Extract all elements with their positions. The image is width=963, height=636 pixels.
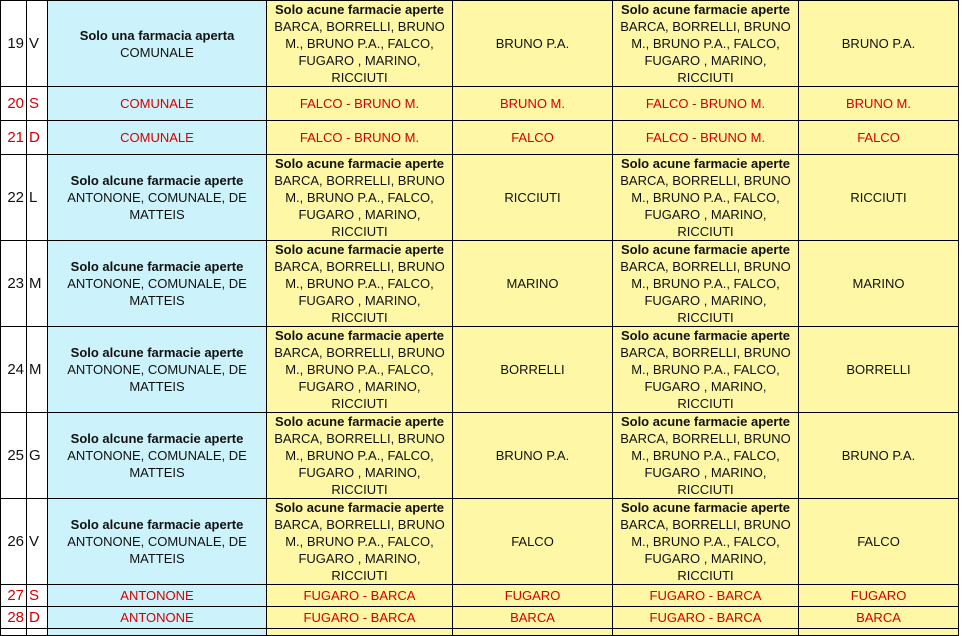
weekday-letter: G (27, 413, 48, 499)
weekday-letter: M (27, 327, 48, 413)
empty-cell (267, 629, 453, 636)
table-row (1, 241, 959, 327)
day-number: 21 (1, 121, 27, 155)
cell-col4: Solo acune farmacie aperte BARCA, BORRELLI, BRUNO M., BRUNO P.A., FALCO, FUGARO , MARINO, RICCIUTI (613, 327, 799, 413)
table-row-partial (1, 629, 959, 636)
cell-col5: FALCO (799, 121, 959, 155)
cell-col5: BRUNO P.A. (799, 1, 959, 87)
weekday-letter: M (27, 241, 48, 327)
weekday-letter: L (27, 155, 48, 241)
cell-col3: FUGARO (453, 585, 613, 607)
cell-col5: FALCO (799, 499, 959, 585)
empty-cell (799, 629, 959, 636)
cell-col1: Solo una farmacia aperta COMUNALE (48, 1, 267, 87)
cell-col5: FUGARO (799, 585, 959, 607)
cell-col3: FALCO (453, 499, 613, 585)
cell-col4: Solo acune farmacie aperte BARCA, BORRELLI, BRUNO M., BRUNO P.A., FALCO, FUGARO , MARINO, RICCIUTI (613, 499, 799, 585)
cell-col2: FALCO - BRUNO M. (267, 87, 453, 121)
weekday-letter: S (27, 585, 48, 607)
empty-cell (1, 629, 27, 636)
cell-col5: BORRELLI (799, 327, 959, 413)
cell-col4: Solo acune farmacie aperte BARCA, BORRELLI, BRUNO M., BRUNO P.A., FALCO, FUGARO , MARINO, RICCIUTI (613, 241, 799, 327)
cell-col3: BARCA (453, 607, 613, 629)
cell-col4: FALCO - BRUNO M. (613, 87, 799, 121)
cell-col4: FUGARO - BARCA (613, 607, 799, 629)
cell-col2: Solo acune farmacie aperte BARCA, BORRELLI, BRUNO M., BRUNO P.A., FALCO, FUGARO , MARINO, RICCIUTI (267, 327, 453, 413)
weekday-letter: D (27, 121, 48, 155)
cell-col2: Solo acune farmacie aperte BARCA, BORRELLI, BRUNO M., BRUNO P.A., FALCO, FUGARO , MARINO, RICCIUTI (267, 1, 453, 87)
table-row (1, 121, 959, 155)
cell-col2: Solo acune farmacie aperte BARCA, BORRELLI, BRUNO M., BRUNO P.A., FALCO, FUGARO , MARINO, RICCIUTI (267, 499, 453, 585)
cell-col1: Solo alcune farmacie aperte ANTONONE, COMUNALE, DE MATTEIS (48, 241, 267, 327)
cell-col1: Solo alcune farmacie aperte ANTONONE, COMUNALE, DE MATTEIS (48, 499, 267, 585)
cell-col1: COMUNALE (48, 121, 267, 155)
cell-col1: ANTONONE (48, 607, 267, 629)
day-number: 25 (1, 413, 27, 499)
table-row (1, 499, 959, 585)
cell-col2: Solo acune farmacie aperte BARCA, BORRELLI, BRUNO M., BRUNO P.A., FALCO, FUGARO , MARINO, RICCIUTI (267, 413, 453, 499)
day-number: 19 (1, 1, 27, 87)
day-number: 20 (1, 87, 27, 121)
empty-cell (453, 629, 613, 636)
day-number: 28 (1, 607, 27, 629)
cell-col4: FALCO - BRUNO M. (613, 121, 799, 155)
weekday-letter: S (27, 87, 48, 121)
table-row (1, 585, 959, 607)
cell-col2: Solo acune farmacie aperte BARCA, BORRELLI, BRUNO M., BRUNO P.A., FALCO, FUGARO , MARINO, RICCIUTI (267, 241, 453, 327)
cell-col4: Solo acune farmacie aperte BARCA, BORRELLI, BRUNO M., BRUNO P.A., FALCO, FUGARO , MARINO, RICCIUTI (613, 1, 799, 87)
day-number: 22 (1, 155, 27, 241)
cell-col5: RICCIUTI (799, 155, 959, 241)
day-number: 27 (1, 585, 27, 607)
cell-col2: FALCO - BRUNO M. (267, 121, 453, 155)
day-number: 24 (1, 327, 27, 413)
cell-col3: FALCO (453, 121, 613, 155)
cell-col4: Solo acune farmacie aperte BARCA, BORRELLI, BRUNO M., BRUNO P.A., FALCO, FUGARO , MARINO, RICCIUTI (613, 155, 799, 241)
cell-col3: MARINO (453, 241, 613, 327)
table-row (1, 155, 959, 241)
cell-col1: Solo alcune farmacie aperte ANTONONE, COMUNALE, DE MATTEIS (48, 327, 267, 413)
cell-col5: BRUNO M. (799, 87, 959, 121)
cell-col2: FUGARO - BARCA (267, 585, 453, 607)
cell-col2: FUGARO - BARCA (267, 607, 453, 629)
cell-col4: Solo acune farmacie aperte BARCA, BORRELLI, BRUNO M., BRUNO P.A., FALCO, FUGARO , MARINO, RICCIUTI (613, 413, 799, 499)
table-row (1, 1, 959, 87)
table-row (1, 413, 959, 499)
cell-col2: Solo acune farmacie aperte BARCA, BORRELLI, BRUNO M., BRUNO P.A., FALCO, FUGARO , MARINO, RICCIUTI (267, 155, 453, 241)
cell-col1: Solo alcune farmacie aperte ANTONONE, COMUNALE, DE MATTEIS (48, 413, 267, 499)
empty-cell (27, 629, 48, 636)
cell-col5: BRUNO P.A. (799, 413, 959, 499)
cell-col3: RICCIUTI (453, 155, 613, 241)
cell-col5: BARCA (799, 607, 959, 629)
table-row (1, 607, 959, 629)
empty-cell (613, 629, 799, 636)
cell-col5: MARINO (799, 241, 959, 327)
cell-col3: BORRELLI (453, 327, 613, 413)
day-number: 23 (1, 241, 27, 327)
cell-col1: Solo alcune farmacie aperte ANTONONE, COMUNALE, DE MATTEIS (48, 155, 267, 241)
weekday-letter: V (27, 1, 48, 87)
cell-col1: COMUNALE (48, 87, 267, 121)
weekday-letter: V (27, 499, 48, 585)
table-row (1, 87, 959, 121)
day-number: 26 (1, 499, 27, 585)
table-row (1, 327, 959, 413)
weekday-letter: D (27, 607, 48, 629)
cell-col4: FUGARO - BARCA (613, 585, 799, 607)
cell-col3: BRUNO M. (453, 87, 613, 121)
cell-col3: BRUNO P.A. (453, 1, 613, 87)
cell-col3: BRUNO P.A. (453, 413, 613, 499)
cell-col1: ANTONONE (48, 585, 267, 607)
empty-cell (48, 629, 267, 636)
